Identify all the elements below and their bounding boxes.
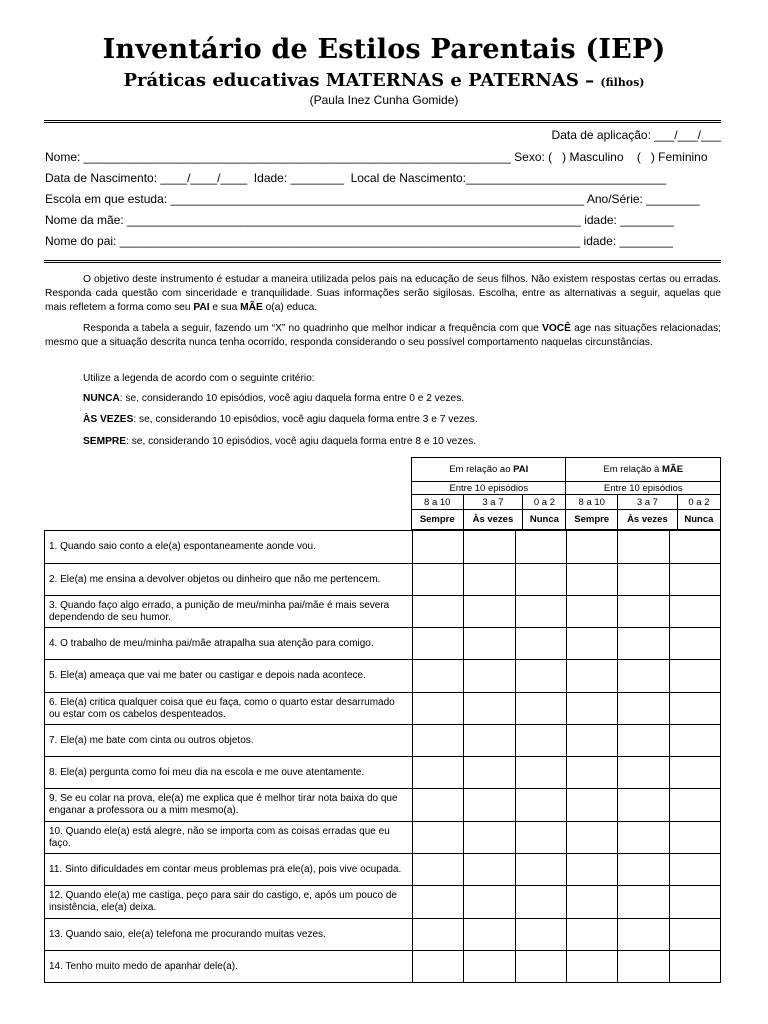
question-row bbox=[45, 854, 721, 886]
page-subtitle bbox=[0, 70, 768, 91]
answer-box-pai-sempre[interactable] bbox=[413, 660, 464, 693]
answer-box-mae-nunca[interactable] bbox=[669, 693, 720, 725]
range-asvezes-mae: 3 a 7 bbox=[617, 495, 677, 510]
answer-box-mae-asvezes[interactable] bbox=[618, 886, 669, 919]
answer-box-pai-asvezes[interactable] bbox=[464, 822, 515, 854]
answer-box-mae-nunca[interactable] bbox=[669, 660, 720, 693]
answer-box-mae-nunca[interactable] bbox=[669, 919, 720, 951]
question-row bbox=[45, 789, 721, 822]
answer-box-pai-nunca[interactable] bbox=[515, 693, 566, 725]
question-row bbox=[45, 628, 721, 660]
answer-box-mae-asvezes[interactable] bbox=[618, 725, 669, 757]
answer-box-mae-sempre[interactable] bbox=[567, 628, 618, 660]
answer-box-mae-sempre[interactable] bbox=[567, 919, 618, 951]
answer-box-pai-asvezes[interactable] bbox=[464, 725, 515, 757]
instruction-paragraph-2: Responda a tabela a seguir, fazendo um “X” no quadrinho que melhor indicar a frequência com que VOCÊ age nas situações relacionadas; mesmo que a situação descrita nunca tenha ocorrido, responda considerando o seu possível comportamento naquelas circunstâncias. bbox=[45, 323, 721, 348]
answer-box-mae-nunca[interactable] bbox=[669, 564, 720, 596]
answer-box-mae-asvezes[interactable] bbox=[618, 854, 669, 886]
question-row bbox=[45, 596, 721, 628]
question-text: 11. Sinto dificuldades em contar meus problemas pra ele(a), pois vive ocupada. bbox=[45, 854, 413, 886]
answer-box-pai-nunca[interactable] bbox=[515, 789, 566, 822]
answer-box-mae-nunca[interactable] bbox=[669, 822, 720, 854]
page-title: Inventário de Estilos Parentais (IEP) bbox=[102, 34, 666, 65]
range-sempre-pai: 8 a 10 bbox=[412, 495, 464, 510]
answer-box-pai-asvezes[interactable] bbox=[464, 564, 515, 596]
question-text: 5. Ele(a) ameaça que vai me bater ou castigar e depois nada acontece. bbox=[45, 660, 413, 693]
answer-box-mae-sempre[interactable] bbox=[567, 596, 618, 628]
label-asvezes-mae: Às vezes bbox=[617, 510, 677, 530]
answer-box-mae-nunca[interactable] bbox=[669, 757, 720, 789]
answer-box-pai-sempre[interactable] bbox=[413, 596, 464, 628]
answer-box-pai-sempre[interactable] bbox=[413, 886, 464, 919]
question-row bbox=[45, 822, 721, 854]
answer-box-mae-nunca[interactable] bbox=[669, 886, 720, 919]
question-text: 4. O trabalho de meu/minha pai/mãe atrapalha sua atenção para comigo. bbox=[45, 628, 413, 660]
answer-box-pai-sempre[interactable] bbox=[413, 951, 464, 983]
header-mae: Em relação à MÃE bbox=[566, 458, 721, 482]
answer-box-pai-sempre[interactable] bbox=[413, 757, 464, 789]
answer-box-pai-asvezes[interactable] bbox=[464, 919, 515, 951]
answer-box-mae-asvezes[interactable] bbox=[618, 757, 669, 789]
answer-box-mae-asvezes[interactable] bbox=[618, 628, 669, 660]
author: (Paula Inez Cunha Gomide) bbox=[309, 93, 459, 107]
question-text: 14. Tenho muito medo de apanhar dele(a). bbox=[45, 951, 413, 983]
legend-intro: Utilize a legenda de acordo com o seguinte critério: bbox=[83, 373, 315, 384]
answer-box-mae-asvezes[interactable] bbox=[618, 531, 669, 564]
answer-box-mae-asvezes[interactable] bbox=[618, 789, 669, 822]
answer-box-mae-sempre[interactable] bbox=[567, 854, 618, 886]
range-nunca-pai: 0 a 2 bbox=[523, 495, 566, 510]
answer-box-mae-sempre[interactable] bbox=[567, 693, 618, 725]
answer-box-pai-asvezes[interactable] bbox=[464, 531, 515, 564]
answer-box-pai-sempre[interactable] bbox=[413, 693, 464, 725]
question-row bbox=[45, 919, 721, 951]
questions-table bbox=[44, 530, 721, 983]
answer-box-pai-sempre[interactable] bbox=[413, 854, 464, 886]
answer-box-mae-asvezes[interactable] bbox=[618, 951, 669, 983]
question-text: 12. Quando ele(a) me castiga, peço para sair do castigo, e, após um pouco de insistência, ele(a) deixa. bbox=[45, 886, 413, 919]
answer-box-mae-asvezes[interactable] bbox=[618, 693, 669, 725]
legend-sempre: SEMPRE: se, considerando 10 episódios, você agiu daquela forma entre 8 e 10 vezes. bbox=[83, 436, 477, 447]
question-text: 3. Quando faço algo errado, a punição de meu/minha pai/mãe é mais severa dependendo de seu humor. bbox=[45, 596, 413, 628]
answer-box-pai-sempre[interactable] bbox=[413, 789, 464, 822]
range-asvezes-pai: 3 a 7 bbox=[463, 495, 523, 510]
question-text: 13. Quando saio, ele(a) telefona me procurando muitas vezes. bbox=[45, 919, 413, 951]
answer-box-pai-sempre[interactable] bbox=[413, 919, 464, 951]
answer-box-mae-sempre[interactable] bbox=[567, 822, 618, 854]
answer-box-pai-asvezes[interactable] bbox=[464, 757, 515, 789]
answer-box-pai-nunca[interactable] bbox=[515, 854, 566, 886]
answer-box-pai-asvezes[interactable] bbox=[464, 660, 515, 693]
data-aplicacao-field[interactable]: Data de aplicação: ___/___/___ bbox=[551, 128, 721, 142]
escola-field[interactable]: Escola em que estuda: ______________________________________________________________ Ano/Série: ________ bbox=[45, 192, 700, 206]
top-rule bbox=[44, 120, 721, 123]
answer-box-pai-nunca[interactable] bbox=[515, 660, 566, 693]
answer-box-mae-sempre[interactable] bbox=[567, 757, 618, 789]
answer-box-pai-asvezes[interactable] bbox=[464, 886, 515, 919]
answer-box-mae-nunca[interactable] bbox=[669, 628, 720, 660]
question-row bbox=[45, 564, 721, 596]
answer-box-mae-sempre[interactable] bbox=[567, 660, 618, 693]
header-pai: Em relação ao PAI bbox=[412, 458, 566, 482]
label-asvezes-pai: Às vezes bbox=[463, 510, 523, 530]
label-nunca-mae: Nunca bbox=[677, 510, 720, 530]
legend-asvezes: ÀS VEZES: se, considerando 10 episódios, você agiu daquela forma entre 3 e 7 vezes. bbox=[83, 414, 478, 425]
answer-box-pai-nunca[interactable] bbox=[515, 596, 566, 628]
answer-box-pai-nunca[interactable] bbox=[515, 725, 566, 757]
answer-box-pai-asvezes[interactable] bbox=[464, 693, 515, 725]
question-text: 10. Quando ele(a) está alegre, não se importa com as coisas erradas que eu faço. bbox=[45, 822, 413, 854]
instruction-paragraph-1: O objetivo deste instrumento é estudar a maneira utilizada pelos pais na educação de seus filhos. Não existem respostas certas ou erradas. Responda cada questão com sinceridade e tranquilidade. Suas informações serão sigilosas. Escolha, entre as alternativas a seguir, aquelas que mais refletem a forma como seu PAI e sua MÃE o(a) educa. bbox=[45, 274, 721, 313]
answer-box-pai-sempre[interactable] bbox=[413, 822, 464, 854]
range-nunca-mae: 0 a 2 bbox=[677, 495, 720, 510]
answer-box-pai-nunca[interactable] bbox=[515, 531, 566, 564]
answer-box-pai-asvezes[interactable] bbox=[464, 596, 515, 628]
answer-box-pai-asvezes[interactable] bbox=[464, 789, 515, 822]
answer-box-pai-nunca[interactable] bbox=[515, 628, 566, 660]
nome-field[interactable]: Nome: ________________________________________________________________ Sexo: ( ) Masculino ( ) Feminino bbox=[45, 150, 708, 164]
answer-box-pai-nunca[interactable] bbox=[515, 951, 566, 983]
answer-box-pai-sempre[interactable] bbox=[413, 725, 464, 757]
answer-box-pai-asvezes[interactable] bbox=[464, 854, 515, 886]
question-text: 2. Ele(a) me ensina a devolver objetos ou dinheiro que não me pertencem. bbox=[45, 564, 413, 596]
answer-box-pai-nunca[interactable] bbox=[515, 886, 566, 919]
answer-box-pai-nunca[interactable] bbox=[515, 757, 566, 789]
question-text: 1. Quando saio conto a ele(a) espontaneamente aonde vou. bbox=[45, 531, 413, 564]
legend-nunca: NUNCA: se, considerando 10 episódios, você agiu daquela forma entre 0 e 2 vezes. bbox=[83, 393, 465, 404]
nome-pai-field[interactable]: Nome do pai: _____________________________________________________________________ idade: ________ bbox=[45, 234, 673, 248]
answer-box-mae-sempre[interactable] bbox=[567, 789, 618, 822]
subtitle-small: (filhos) bbox=[600, 76, 645, 89]
answer-box-mae-asvezes[interactable] bbox=[618, 822, 669, 854]
answer-box-mae-nunca[interactable] bbox=[669, 725, 720, 757]
bottom-rule bbox=[44, 260, 721, 263]
answer-box-mae-nunca[interactable] bbox=[669, 596, 720, 628]
question-text: 6. Ele(a) critica qualquer coisa que eu faça, como o quarto estar desarrumado ou estar com os cabelos despenteados. bbox=[45, 693, 413, 725]
answer-box-pai-sempre[interactable] bbox=[413, 564, 464, 596]
answer-box-mae-nunca[interactable] bbox=[669, 951, 720, 983]
answer-box-mae-asvezes[interactable] bbox=[618, 919, 669, 951]
answer-box-pai-sempre[interactable] bbox=[413, 628, 464, 660]
answer-box-mae-asvezes[interactable] bbox=[618, 596, 669, 628]
answer-box-mae-nunca[interactable] bbox=[669, 789, 720, 822]
answer-box-mae-sempre[interactable] bbox=[567, 725, 618, 757]
label-nunca-pai: Nunca bbox=[523, 510, 566, 530]
question-text: 9. Se eu colar na prova, ele(a) me explica que é melhor tirar nota baixa do que enganar a professora ou a mim mesmo(a). bbox=[45, 789, 413, 822]
question-row bbox=[45, 660, 721, 693]
answer-box-pai-nunca[interactable] bbox=[515, 919, 566, 951]
label-sempre-pai: Sempre bbox=[412, 510, 464, 530]
answer-box-mae-sempre[interactable] bbox=[567, 564, 618, 596]
question-row bbox=[45, 951, 721, 983]
answer-box-mae-sempre[interactable] bbox=[567, 886, 618, 919]
subtitle-text: Práticas educativas MATERNAS e PATERNAS – bbox=[123, 70, 595, 91]
label-sempre-mae: Sempre bbox=[566, 510, 618, 530]
question-text: 8. Ele(a) pergunta como foi meu dia na escola e me ouve atentamente. bbox=[45, 757, 413, 789]
question-row bbox=[45, 693, 721, 725]
frequency-header-table bbox=[411, 457, 721, 530]
range-sempre-mae: 8 a 10 bbox=[566, 495, 618, 510]
question-row bbox=[45, 531, 721, 564]
answer-box-pai-nunca[interactable] bbox=[515, 564, 566, 596]
answer-box-mae-nunca[interactable] bbox=[669, 854, 720, 886]
answer-box-pai-asvezes[interactable] bbox=[464, 628, 515, 660]
answer-box-mae-asvezes[interactable] bbox=[618, 660, 669, 693]
answer-box-mae-sempre[interactable] bbox=[567, 531, 618, 564]
answer-box-pai-nunca[interactable] bbox=[515, 822, 566, 854]
answer-box-pai-asvezes[interactable] bbox=[464, 951, 515, 983]
answer-box-mae-nunca[interactable] bbox=[669, 531, 720, 564]
nascimento-field[interactable]: Data de Nascimento: ____/____/____ Idade: ________ Local de Nascimento:______________________________ bbox=[45, 171, 667, 185]
answer-box-pai-sempre[interactable] bbox=[413, 531, 464, 564]
episodios-mae: Entre 10 episódios bbox=[566, 482, 721, 495]
question-text: 7. Ele(a) me bate com cinta ou outros objetos. bbox=[45, 725, 413, 757]
episodios-pai: Entre 10 episódios bbox=[412, 482, 566, 495]
answer-box-mae-sempre[interactable] bbox=[567, 951, 618, 983]
question-row bbox=[45, 757, 721, 789]
nome-mae-field[interactable]: Nome da mãe: ____________________________________________________________________ idade: ________ bbox=[45, 213, 674, 227]
question-row bbox=[45, 725, 721, 757]
answer-box-mae-asvezes[interactable] bbox=[618, 564, 669, 596]
question-row bbox=[45, 886, 721, 919]
